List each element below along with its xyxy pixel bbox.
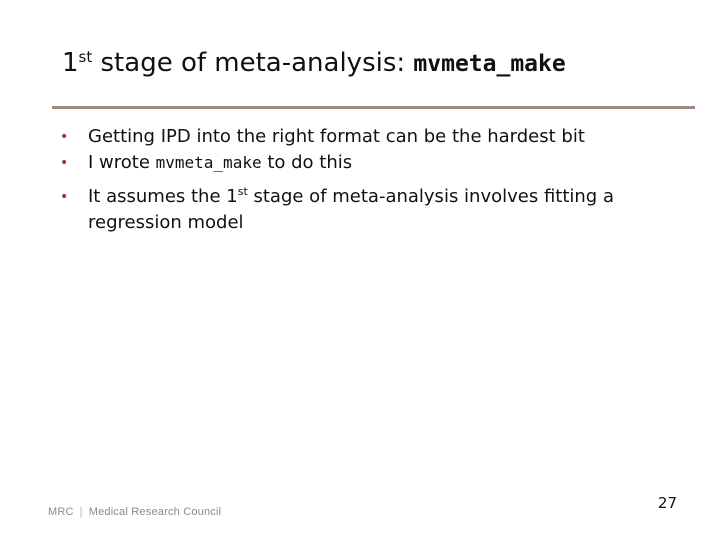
logo-name: Medical Research Council	[88, 506, 222, 518]
logo-separator: |	[79, 506, 83, 518]
bullet-item-1	[60, 124, 700, 150]
page-number: 27	[657, 494, 677, 512]
bullet-icon: •	[60, 155, 69, 171]
logo-short: MRC	[48, 506, 74, 518]
title-code: mvmeta_make	[413, 51, 566, 77]
bullet-list	[60, 124, 700, 236]
bullet-text-after: to do this	[261, 152, 353, 173]
bullet-text-before: It assumes the 1	[88, 186, 238, 207]
bullet-superscript: st	[237, 185, 248, 198]
bullet-text-after: stage of meta-analysis involves fitting a regression model	[88, 186, 614, 233]
title-number: 1	[62, 48, 79, 78]
bullet-item-3	[60, 184, 700, 236]
bullet-icon: •	[60, 189, 69, 205]
bullet-text: Getting IPD into the right format can be the hardest bit	[88, 126, 585, 147]
bullet-code: mvmeta_make	[155, 153, 262, 172]
bullet-text-before: I wrote	[88, 152, 156, 173]
bullet-icon: •	[60, 129, 69, 145]
title-text: stage of meta-analysis:	[92, 48, 414, 78]
slide-title	[62, 48, 566, 78]
title-superscript: st	[78, 48, 93, 66]
title-divider	[52, 106, 695, 109]
bullet-item-2	[60, 150, 700, 176]
mrc-logo	[48, 506, 221, 518]
